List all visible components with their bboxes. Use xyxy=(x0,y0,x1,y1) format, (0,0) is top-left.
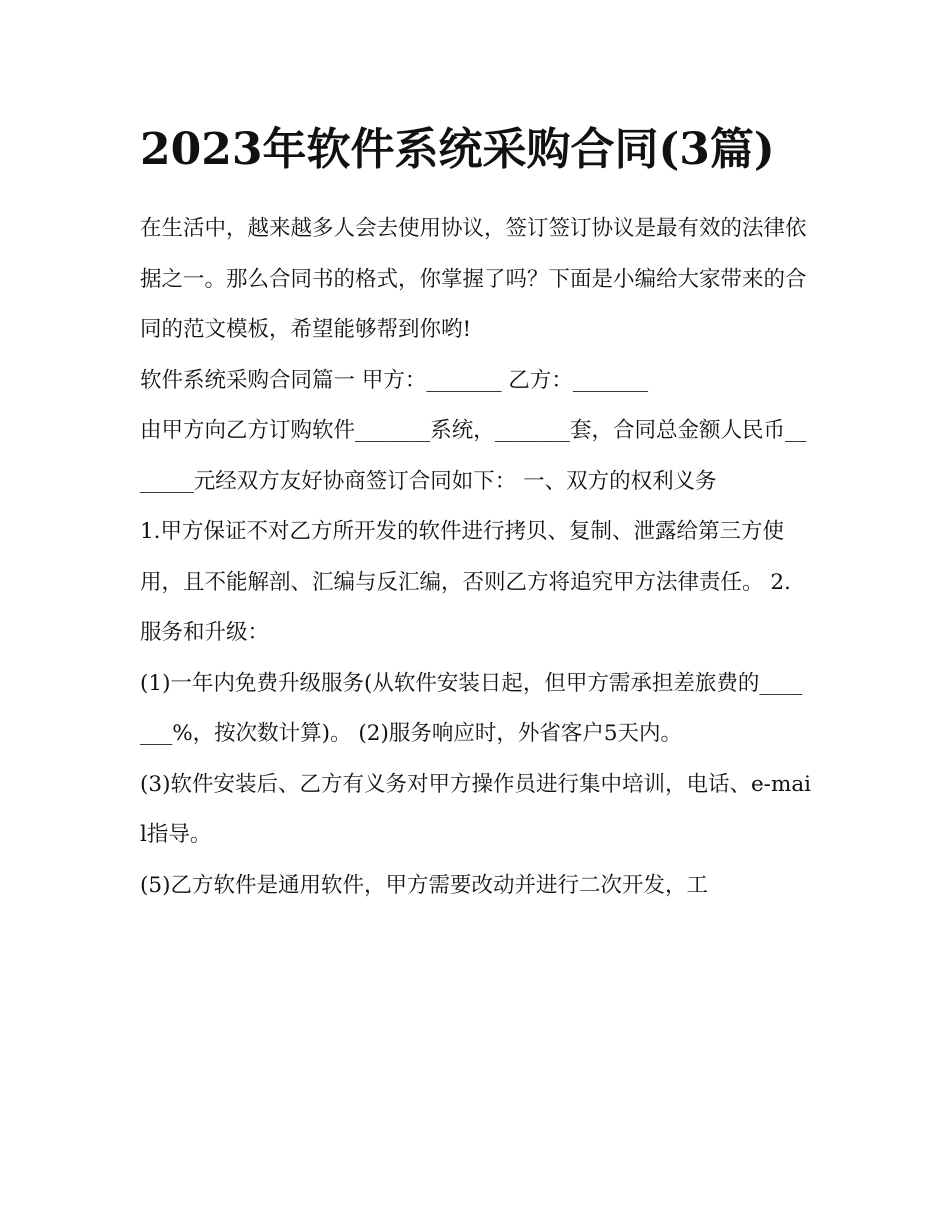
order-paragraph: 由甲方向乙方订购软件_______系统，_______套，合同总金额人民币_______元经双方友好协商签订合同如下： 一、双方的权利义务 xyxy=(140,418,807,494)
clause-1-paragraph: 1.甲方保证不对乙方所开发的软件进行拷贝、复制、泄露给第三方使用，且不能解剖、汇编与反汇编，否则乙方将追究甲方法律责任。 2.服务和升级： xyxy=(140,519,791,645)
service-item-3-paragraph: (3)软件安装后、乙方有义务对甲方操作员进行集中培训，电话、e-mail指导。 xyxy=(140,771,812,847)
intro-paragraph: 在生活中，越来越多人会去使用协议，签订签订协议是最有效的法律依据之一。那么合同书的格式，你掌握了吗？下面是小编给大家带来的合同的范文模板，希望能够帮到你哟! xyxy=(140,216,807,342)
document-title: 2023年软件系统采购合同(3篇) xyxy=(140,124,775,175)
contract-parties-line: 软件系统采购合同篇一 甲方：_______ 乙方：_______ xyxy=(140,367,649,393)
service-item-1-paragraph: (1)一年内免费升级服务(从软件安装日起，但甲方需承担差旅费的_______%，按次数计算)。 (2)服务响应时，外省客户5天内。 xyxy=(140,670,803,746)
service-item-5-paragraph: (5)乙方软件是通用软件，甲方需要改动并进行二次开发，工 xyxy=(140,872,708,898)
document-body xyxy=(140,118,812,911)
